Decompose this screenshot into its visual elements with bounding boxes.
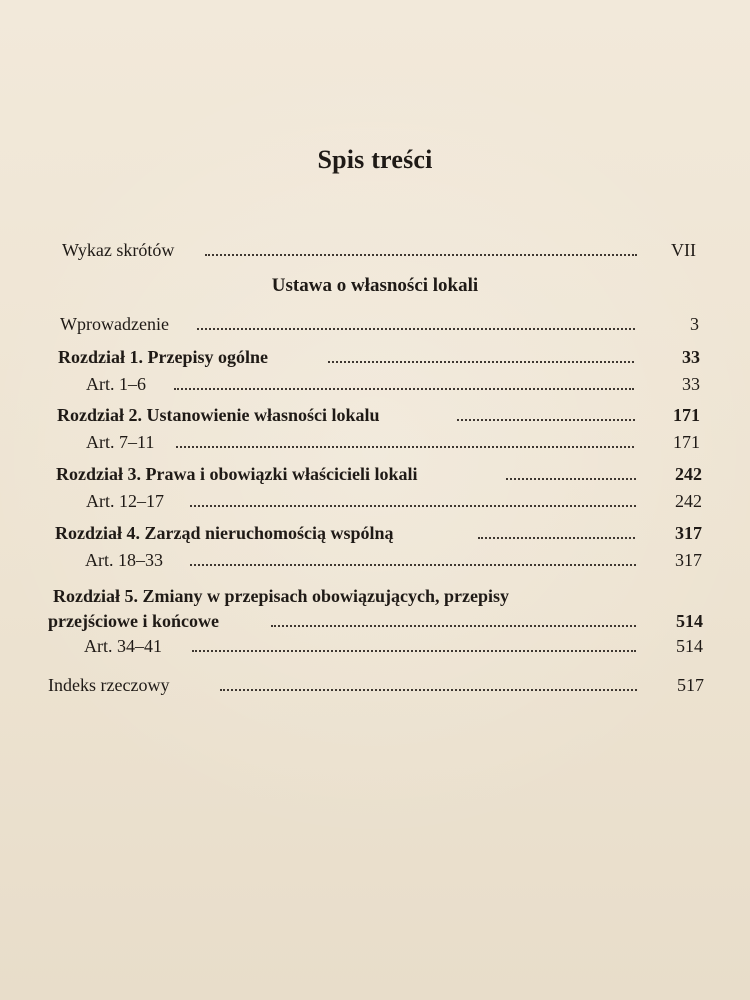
- toc-entry-chapter: [0, 460, 750, 488]
- dot-leaders: [197, 328, 635, 330]
- toc-entry-page: 171: [673, 405, 700, 425]
- toc-entry-label: Rozdział 5. Zmiany w przepisach obowiązujących, przepisy: [53, 586, 509, 606]
- toc-entry-label: Art. 18–33: [85, 550, 163, 570]
- toc-entry-chapter-continuation: [0, 607, 750, 635]
- show-through-text: [0, 705, 750, 1000]
- toc-entry-page: 317: [675, 550, 702, 570]
- page-title: Spis treści: [317, 145, 433, 174]
- dot-leaders: [506, 478, 636, 480]
- toc-entry-label: Art. 7–11: [86, 432, 155, 452]
- toc-entry-label: przejściowe i końcowe: [48, 611, 219, 631]
- toc-entry: [0, 236, 750, 264]
- dot-leaders: [220, 689, 637, 691]
- dot-leaders: [192, 650, 636, 652]
- toc-entry-chapter: [0, 519, 750, 547]
- toc-entry-label: Art. 34–41: [84, 636, 162, 656]
- toc-entry-label: Rozdział 3. Prawa i obowiązki właścicieli lokali: [56, 464, 418, 484]
- toc-entry-page: 514: [676, 611, 703, 631]
- toc-entry: [0, 632, 750, 660]
- toc-entry-label: Rozdział 2. Ustanowienie własności lokalu: [57, 405, 380, 425]
- toc-entry: [0, 370, 750, 398]
- section-heading: Ustawa o własności lokali: [271, 275, 479, 296]
- toc-entry-chapter: [0, 582, 750, 610]
- toc-entry-label: Rozdział 1. Przepisy ogólne: [58, 347, 268, 367]
- dot-leaders: [190, 505, 636, 507]
- toc-entry-label: Indeks rzeczowy: [48, 675, 170, 695]
- toc-entry: [0, 310, 750, 338]
- toc-entry-chapter: [0, 343, 750, 371]
- toc-entry-page: 514: [676, 636, 703, 656]
- toc-entry-page: 33: [682, 347, 700, 367]
- toc-entry-page: 33: [682, 374, 700, 394]
- dot-leaders: [478, 537, 635, 539]
- toc-entry-page: 317: [675, 523, 702, 543]
- toc-entry: [0, 428, 750, 456]
- dot-leaders: [205, 254, 637, 256]
- toc-entry-page: 171: [673, 432, 700, 452]
- toc-entry: [0, 671, 750, 699]
- toc-entry-label: Art. 1–6: [86, 374, 146, 394]
- dot-leaders: [176, 446, 634, 448]
- dot-leaders: [174, 388, 634, 390]
- toc-entry-page: VII: [671, 240, 696, 260]
- dot-leaders: [328, 361, 634, 363]
- toc-entry-page: 242: [675, 491, 702, 511]
- toc-entry-page: 517: [677, 675, 704, 695]
- toc-entry-page: 242: [675, 464, 702, 484]
- toc-entry-chapter: [0, 401, 750, 429]
- dot-leaders: [190, 564, 636, 566]
- toc-entry: [0, 487, 750, 515]
- toc-entry-label: Art. 12–17: [86, 491, 164, 511]
- toc-entry-label: Wykaz skrótów: [62, 240, 175, 260]
- toc-entry-label: Wprowadzenie: [60, 314, 169, 334]
- toc-entry: [0, 546, 750, 574]
- toc-entry-label: Rozdział 4. Zarząd nieruchomością wspólną: [55, 523, 394, 543]
- dot-leaders: [457, 419, 635, 421]
- dot-leaders: [271, 625, 636, 627]
- toc-entry-page: 3: [690, 314, 699, 334]
